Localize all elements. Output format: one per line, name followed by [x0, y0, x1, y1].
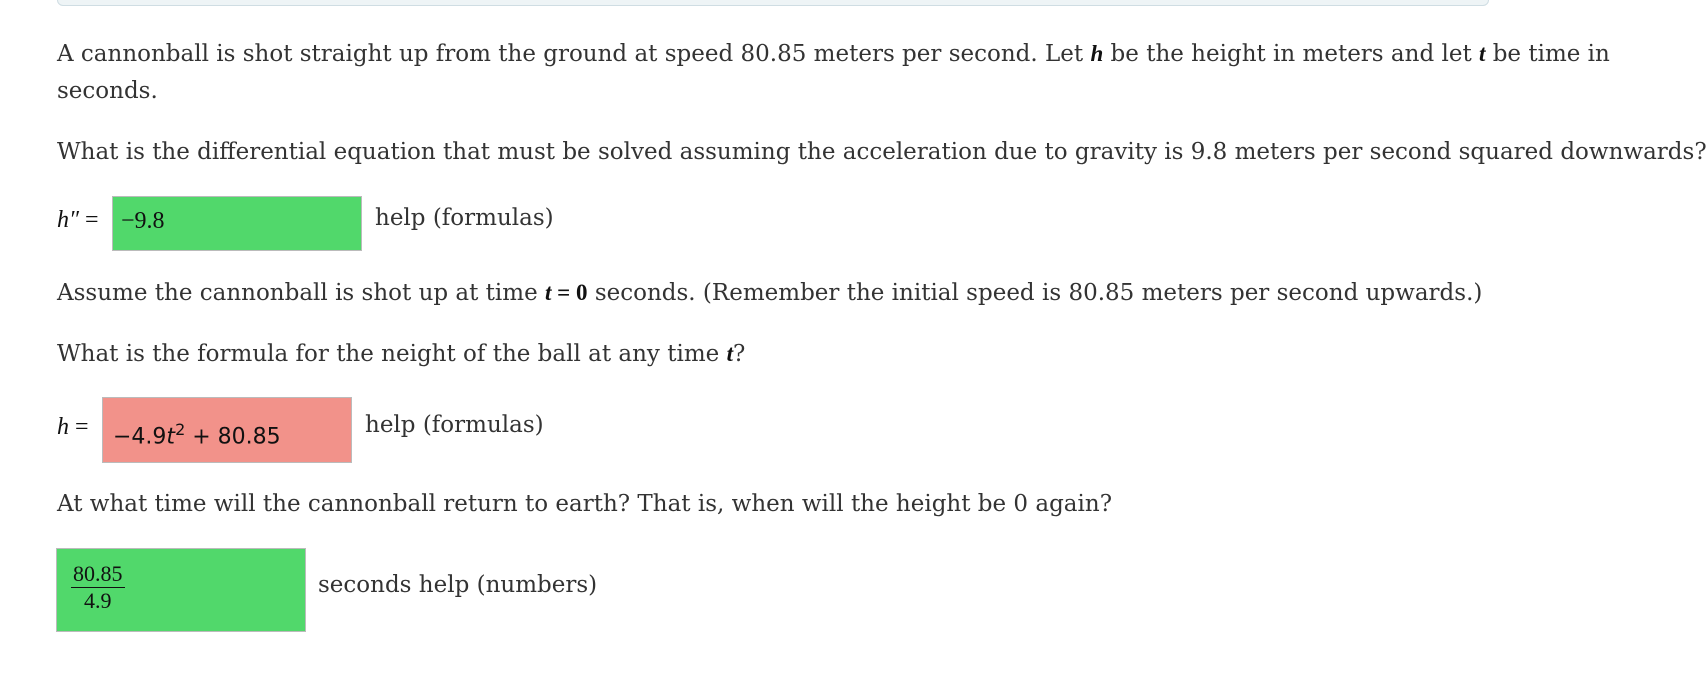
- problem-intro-line2: seconds.: [57, 78, 158, 104]
- intro-text-b: be the height in meters and let: [1103, 41, 1479, 67]
- answer2-value-coef: −4.9: [113, 424, 167, 450]
- answer3-input[interactable]: [56, 548, 306, 632]
- intro-text-a: A cannonball is shot straight up from the ground at speed 80.85 meters per second. Let: [57, 41, 1091, 67]
- var-t: t: [1479, 41, 1486, 66]
- answer3-denominator: 4.9: [84, 588, 112, 613]
- problem-intro: [57, 36, 1610, 72]
- q2-var-t: t: [726, 341, 733, 366]
- answer2-value-const: + 80.85: [185, 424, 281, 450]
- assume-var-t: t: [545, 280, 552, 305]
- var-h: h: [1090, 41, 1104, 66]
- answer3-unit-help-link[interactable]: seconds help (numbers): [318, 572, 598, 598]
- assume-text-b: seconds. (Remember the initial speed is 80.85 meters per second upwards.): [587, 280, 1483, 306]
- assume-equals-zero: = 0: [551, 280, 588, 305]
- answer2-input[interactable]: [102, 397, 352, 463]
- intro-text-c: be time in: [1485, 41, 1610, 67]
- question-height-formula: [57, 336, 745, 372]
- q2-text-a: What is the formula for the neight of the ball at any time: [57, 341, 727, 367]
- answer2-label: [57, 414, 89, 441]
- answer2-label-var: h: [57, 414, 69, 440]
- answer1-label-var: h″: [57, 207, 79, 233]
- answer3-numerator: 80.85: [73, 561, 123, 586]
- assume-text: [57, 275, 1482, 311]
- q2-text-b: ?: [732, 341, 746, 367]
- answer3-fraction: [71, 561, 125, 614]
- question-differential-equation: What is the differential equation that must be solved assuming the acceleration due to gravity is 9.8 meters per second squared downwards?: [57, 139, 1707, 165]
- answer2-value-t: t: [166, 424, 176, 450]
- answer1-label-eq: =: [79, 207, 99, 233]
- answer2-value-exp: 2: [175, 420, 186, 439]
- assume-text-a: Assume the cannonball is shot up at time: [57, 280, 546, 306]
- answer1-input[interactable]: [112, 196, 362, 251]
- answer2-help-link[interactable]: help (formulas): [365, 412, 544, 438]
- answer1-label: [57, 207, 99, 234]
- question-return-time: At what time will the cannonball return to earth? That is, when will the height be 0 again?: [57, 491, 1113, 517]
- answer2-label-eq: =: [69, 414, 89, 440]
- top-panel-edge: [57, 0, 1489, 6]
- answer1-help-link[interactable]: help (formulas): [375, 205, 554, 231]
- answer1-value: −9.8: [121, 208, 165, 234]
